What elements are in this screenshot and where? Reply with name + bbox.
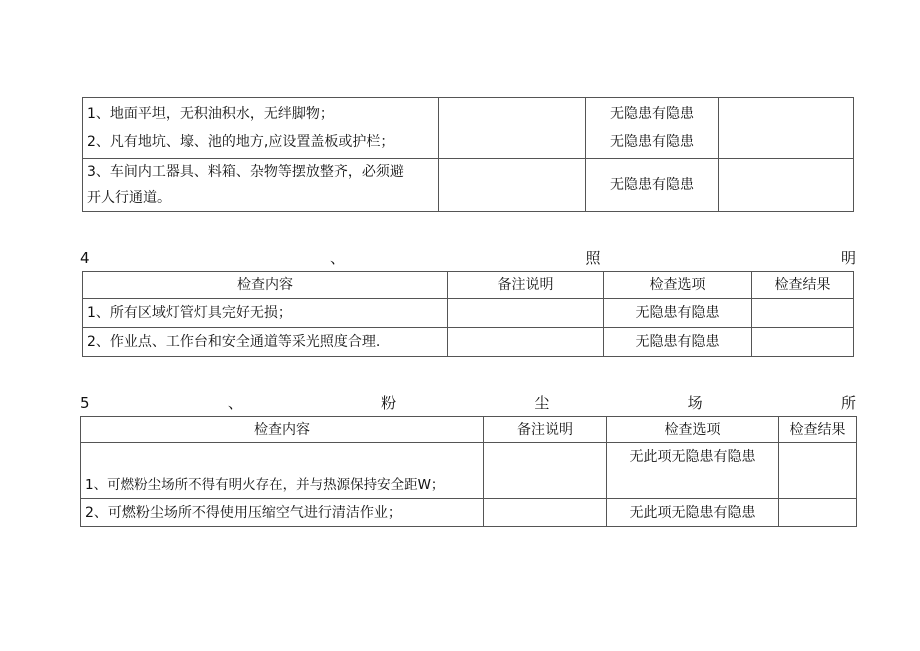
result-cell[interactable] <box>719 159 854 212</box>
heading-char: 明 <box>840 249 856 267</box>
option-cell[interactable]: 无隐患有隐患 <box>604 299 752 328</box>
header-content: 检查内容 <box>83 272 448 299</box>
heading-char: 尘 <box>534 394 550 412</box>
header-row <box>81 417 857 443</box>
heading-char: 、 <box>330 249 346 267</box>
content-line: 2、凡有地坑、壕、池的地方,应设置盖板或护栏； <box>87 134 395 150</box>
header-row <box>83 272 854 299</box>
heading-char: 照 <box>585 249 601 267</box>
table-row <box>81 499 857 527</box>
remark-cell[interactable] <box>484 443 607 499</box>
result-cell[interactable] <box>779 443 857 499</box>
heading-number: 4 <box>80 249 90 267</box>
table-row <box>83 159 854 212</box>
heading-char: 所 <box>840 394 856 412</box>
header-option: 检查选项 <box>604 272 752 299</box>
option-text[interactable]: 无隐患有隐患 <box>610 134 694 150</box>
content-line: 开人行通道。 <box>87 190 171 206</box>
lighting-check-table <box>82 271 854 357</box>
option-cell[interactable]: 无此项无隐患有隐患 <box>607 443 779 499</box>
header-result: 检查结果 <box>752 272 854 299</box>
header-result: 检查结果 <box>779 417 857 443</box>
header-option: 检查选项 <box>607 417 779 443</box>
option-cell[interactable] <box>586 98 719 159</box>
table-row <box>81 443 857 499</box>
result-cell[interactable] <box>752 328 854 357</box>
section-heading-dust-sites <box>80 393 856 413</box>
section-heading-lighting <box>80 248 856 268</box>
header-remark: 备注说明 <box>448 272 604 299</box>
remark-cell[interactable] <box>484 499 607 527</box>
heading-number: 5 <box>80 394 90 412</box>
heading-char: 、 <box>227 394 243 412</box>
option-text[interactable]: 无隐患有隐患 <box>610 106 694 122</box>
dust-site-check-table <box>80 416 857 527</box>
content-line: 3、车间内工器具、料箱、杂物等摆放整齐，必须避 <box>87 164 404 180</box>
option-cell[interactable]: 无隐患有隐患 <box>586 159 719 212</box>
heading-char: 场 <box>687 394 703 412</box>
table-row <box>83 299 854 328</box>
header-remark: 备注说明 <box>484 417 607 443</box>
result-cell[interactable] <box>719 98 854 159</box>
remark-cell[interactable] <box>439 98 586 159</box>
heading-char: 粉 <box>381 394 397 412</box>
result-cell[interactable] <box>779 499 857 527</box>
table-row <box>83 98 854 159</box>
checklist-table-continued <box>82 97 854 212</box>
remark-cell[interactable] <box>448 328 604 357</box>
content-cell: 2、可燃粉尘场所不得使用压缩空气进行清洁作业； <box>81 499 484 527</box>
remark-cell[interactable] <box>439 159 586 212</box>
remark-cell[interactable] <box>448 299 604 328</box>
option-cell[interactable]: 无此项无隐患有隐患 <box>607 499 779 527</box>
content-cell: 1、所有区域灯管灯具完好无损； <box>83 299 448 328</box>
table-row <box>83 328 854 357</box>
option-cell[interactable]: 无隐患有隐患 <box>604 328 752 357</box>
header-content: 检查内容 <box>81 417 484 443</box>
content-cell <box>83 159 439 212</box>
content-cell: 2、作业点、工作台和安全通道等采光照度合理. <box>83 328 448 357</box>
content-cell: 1、可燃粉尘场所不得有明火存在，并与热源保持安全距W； <box>81 443 484 499</box>
content-cell <box>83 98 439 159</box>
content-line: 1、地面平坦，无积油积水，无绊脚物； <box>87 106 334 122</box>
result-cell[interactable] <box>752 299 854 328</box>
